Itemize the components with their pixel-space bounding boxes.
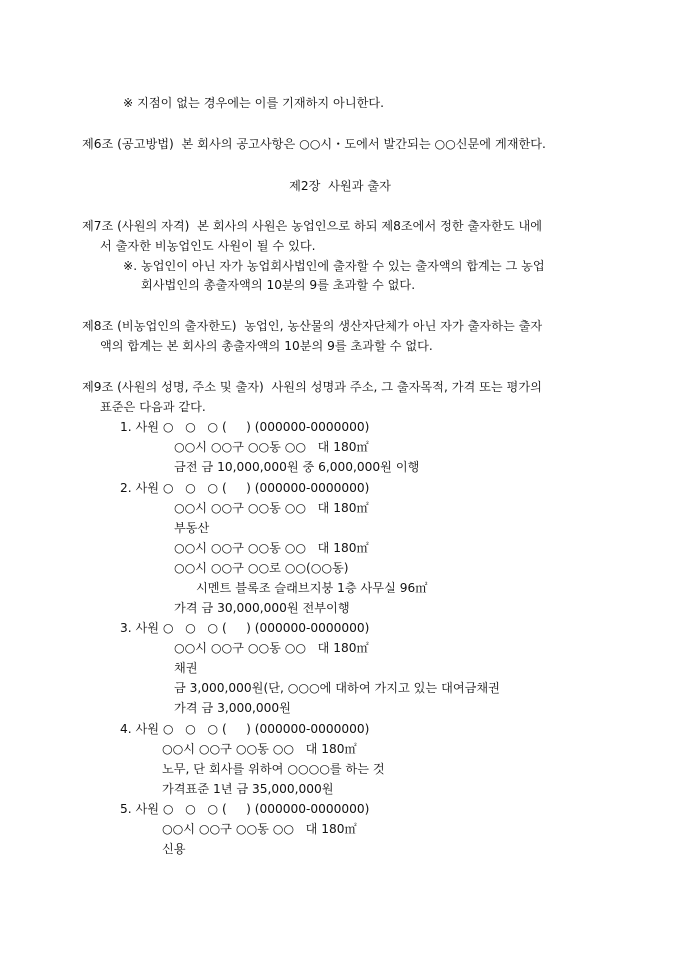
article-7-line-2: 서 출자한 비농업인도 사원이 될 수 있다. [100,239,316,253]
chapter-2-title: 제2장 사원과 출자 [289,179,391,193]
member-2-address: ○○시 ○○구 ○○동 ○○ 대 180㎡ [174,501,369,515]
member-3-type: 채권 [174,661,198,675]
member-3-price: 가격 금 3,000,000원 [174,701,291,715]
member-2-building: 시멘트 블록조 슬래브지붕 1층 사무실 96㎡ [196,581,428,595]
article-7-note-line-2: 회사법인의 총출자액의 10분의 9를 초과할 수 없다. [141,278,416,292]
member-2-price: 가격 금 30,000,000원 전부이행 [174,601,350,615]
member-3-address: ○○시 ○○구 ○○동 ○○ 대 180㎡ [174,641,369,655]
article-6: 제6조 (공고방법) 본 회사의 공고사항은 ○○시・도에서 발간되는 ○○신문에 게재한다. [82,137,546,151]
member-1-address: ○○시 ○○구 ○○동 ○○ 대 180㎡ [174,440,369,454]
article-8-line-1: 제8조 (비농업인의 출자한도) 농업인, 농산물의 생산자단체가 아닌 자가 출자하는 출자 [82,319,543,333]
member-2-property-address: ○○시 ○○구 ○○동 ○○ 대 180㎡ [174,541,369,555]
member-4-header: 4. 사원 ○ ○ ○ ( ) (000000-0000000) [120,722,370,736]
article-9-line-1: 제9조 (사원의 성명, 주소 및 출자) 사원의 성명과 주소, 그 출자목적, 가격 또는 평가의 [82,380,542,394]
member-2-type: 부동산 [174,521,210,535]
member-2-header: 2. 사원 ○ ○ ○ ( ) (000000-0000000) [120,481,370,495]
article-7-line-1: 제7조 (사원의 자격) 본 회사의 사원은 농업인으로 하되 제8조에서 정한 출자한도 내에 [82,219,543,233]
member-4-price: 가격표준 1년 금 35,000,000원 [162,782,334,796]
article-9-line-2: 표준은 다음과 같다. [100,400,206,414]
member-1-contribution: 금전 금 10,000,000원 중 6,000,000원 이행 [174,460,420,474]
member-3-header: 3. 사원 ○ ○ ○ ( ) (000000-0000000) [120,621,370,635]
member-2-property-road-address: ○○시 ○○구 ○○로 ○○(○○동) [174,561,349,575]
member-5-header: 5. 사원 ○ ○ ○ ( ) (000000-0000000) [120,802,370,816]
member-3-claim: 금 3,000,000원(단, ○○○에 대하여 가지고 있는 대여금채권 [174,681,500,695]
member-4-address: ○○시 ○○구 ○○동 ○○ 대 180㎡ [162,742,357,756]
member-1-header: 1. 사원 ○ ○ ○ ( ) (000000-0000000) [120,420,370,434]
member-4-labor: 노무, 단 회사를 위하여 ○○○○를 하는 것 [162,762,385,776]
note-no-branch: ※ 지점이 없는 경우에는 이를 기재하지 아니한다. [123,96,385,110]
member-5-address: ○○시 ○○구 ○○동 ○○ 대 180㎡ [162,822,357,836]
member-5-type: 신용 [162,842,186,856]
article-7-note-line-1: ※. 농업인이 아닌 자가 농업회사법인에 출자할 수 있는 출자액의 합계는 그 농업 [123,259,545,273]
article-8-line-2: 액의 합계는 본 회사의 총출자액의 10분의 9를 초과할 수 없다. [100,339,433,353]
